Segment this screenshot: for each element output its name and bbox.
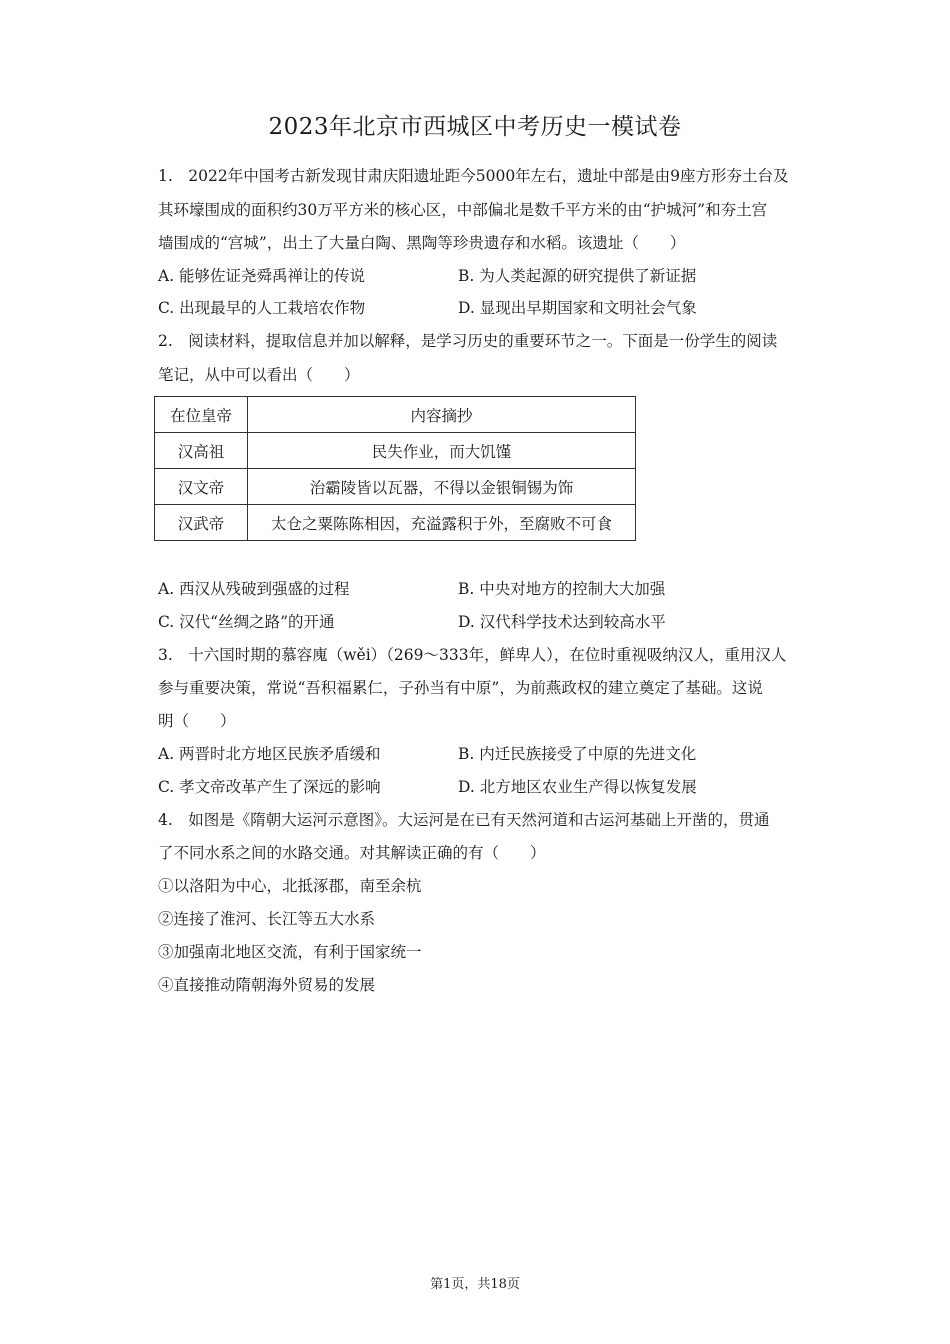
q3-option-a: A. 两晋时北方地区民族矛盾缓和: [158, 745, 381, 763]
q3-option-b: B. 内迁民族接受了中原的先进文化: [458, 745, 697, 763]
q1-option-b: B. 为人类起源的研究提供了新证据: [458, 267, 697, 285]
table-row: [155, 505, 636, 541]
table-header-cell: 在位皇帝: [155, 397, 248, 433]
q4-item-1: ①以洛阳为中心，北抵涿郡，南至余杭: [158, 877, 422, 895]
table-header-row: [155, 397, 636, 433]
table-header-cell: 内容摘抄: [248, 397, 636, 433]
q4-line-2: 了不同水系之间的水路交通。对其解读正确的有（ ）: [158, 844, 546, 862]
q2-option-d: D. 汉代科学技术达到较高水平: [458, 613, 666, 631]
q1-line-1: 1. 2022年中国考古新发现甘肃庆阳遗址距今5000年左右，遗址中部是由9座方形夯土台及: [158, 167, 789, 185]
q3-line-1: 3. 十六国时期的慕容廆（wěi）（269～333年，鲜卑人），在位时重视吸纳汉人，重用汉人: [158, 646, 787, 664]
table-cell-emperor: 汉武帝: [155, 505, 248, 541]
q2-option-c: C. 汉代“丝绸之路”的开通: [158, 613, 335, 631]
q2-option-b: B. 中央对地方的控制大大加强: [458, 580, 666, 598]
q4-item-4: ④直接推动隋朝海外贸易的发展: [158, 976, 376, 994]
q3-line-2: 参与重要决策，常说“吾积福累仁，子孙当有中原”，为前燕政权的建立奠定了基础。这说: [158, 679, 763, 697]
q4-item-2: ②连接了淮河、长江等五大水系: [158, 910, 376, 928]
q3-option-d: D. 北方地区农业生产得以恢复发展: [458, 778, 697, 796]
table-cell-emperor: 汉高祖: [155, 433, 248, 469]
table-row: [155, 469, 636, 505]
q1-option-d: D. 显现出早期国家和文明社会气象: [458, 299, 697, 317]
q4-item-3: ③加强南北地区交流，有利于国家统一: [158, 943, 422, 961]
q1-line-2: 其环壕围成的面积约30万平方米的核心区，中部偏北是数千平方米的由“护城河”和夯土宫: [158, 201, 768, 219]
q1-line-3: 墙围成的“宫城”，出土了大量白陶、黑陶等珍贵遗存和水稻。该遗址（ ）: [158, 234, 686, 252]
q1-option-c: C. 出现最早的人工栽培农作物: [158, 299, 366, 317]
table-cell-content: 民失作业，而大饥馑: [248, 433, 636, 469]
q2-option-a: A. 西汉从残破到强盛的过程: [158, 580, 350, 598]
q1-option-a: A. 能够佐证尧舜禹禅让的传说: [158, 267, 366, 285]
q2-line-1: 2. 阅读材料，提取信息并加以解释，是学习历史的重要环节之一。下面是一份学生的阅读: [158, 332, 778, 350]
table-row: [155, 433, 636, 469]
q3-line-3: 明（ ）: [158, 712, 236, 730]
table-cell-emperor: 汉文帝: [155, 469, 248, 505]
page-title: 2023年北京市西城区中考历史一模试卷: [268, 114, 682, 140]
q4-line-1: 4. 如图是《隋朝大运河示意图》。大运河是在已有天然河道和古运河基础上开凿的，贯通: [158, 811, 770, 829]
table-cell-content: 治霸陵皆以瓦器，不得以金银铜锡为饰: [248, 469, 636, 505]
page-footer: 第1页，共18页: [430, 1277, 520, 1292]
q3-option-c: C. 孝文帝改革产生了深远的影响: [158, 778, 381, 796]
q2-line-2: 笔记，从中可以看出（ ）: [158, 366, 360, 384]
reading-notes-table: [154, 396, 636, 541]
table-cell-content: 太仓之粟陈陈相因，充溢露积于外，至腐败不可食: [248, 505, 636, 541]
